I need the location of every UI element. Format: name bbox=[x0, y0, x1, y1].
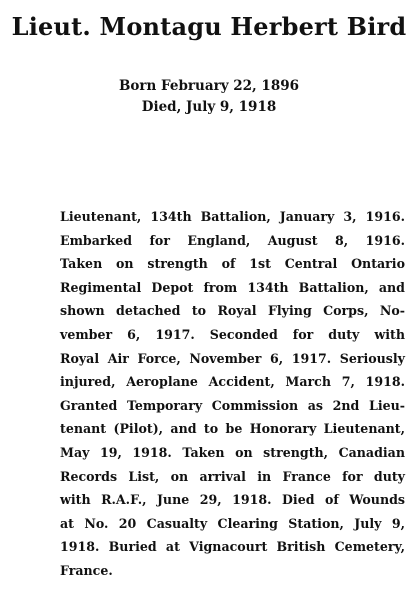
death-date: Died, July 9, 1918 bbox=[141, 99, 277, 115]
service-record bbox=[60, 205, 405, 583]
service-record-line: with R.A.F., June 29, 1918. Died of Wounds bbox=[60, 492, 405, 508]
service-record-line: vember 6, 1917. Seconded for duty with bbox=[60, 326, 405, 342]
page-title: Lieut. Montagu Herbert Bird bbox=[11, 12, 407, 41]
service-record-line: Granted Temporary Commission as 2nd Lieu- bbox=[60, 397, 405, 413]
service-record-line: at No. 20 Casualty Clearing Station, July 9, bbox=[60, 515, 405, 531]
service-record-line: Royal Air Force, November 6, 1917. Seriously bbox=[60, 350, 405, 366]
service-record-line: Records List, on arrival in France for duty bbox=[60, 468, 405, 484]
birth-date: Born February 22, 1896 bbox=[118, 78, 299, 94]
service-record-line: Lieutenant, 134th Battalion, January 3, 1916. bbox=[60, 209, 405, 224]
service-record-line: tenant (Pilot), and to be Honorary Lieutenant, bbox=[60, 421, 405, 437]
service-record-line: May 19, 1918. Taken on strength, Canadian bbox=[60, 444, 405, 460]
service-record-line: Embarked for England, August 8, 1916. bbox=[60, 232, 405, 248]
service-record-line: shown detached to Royal Flying Corps, No- bbox=[60, 303, 405, 319]
life-dates bbox=[0, 76, 418, 118]
service-record-line: 1918. Buried at Vignacourt British Cemetery, bbox=[60, 539, 405, 555]
service-record-line: Taken on strength of 1st Central Ontario bbox=[60, 256, 405, 272]
service-record-line: France. bbox=[60, 562, 113, 578]
service-record-line: Regimental Depot from 134th Battalion, and bbox=[60, 279, 405, 295]
service-record-line: injured, Aeroplane Accident, March 7, 1918. bbox=[60, 374, 405, 390]
